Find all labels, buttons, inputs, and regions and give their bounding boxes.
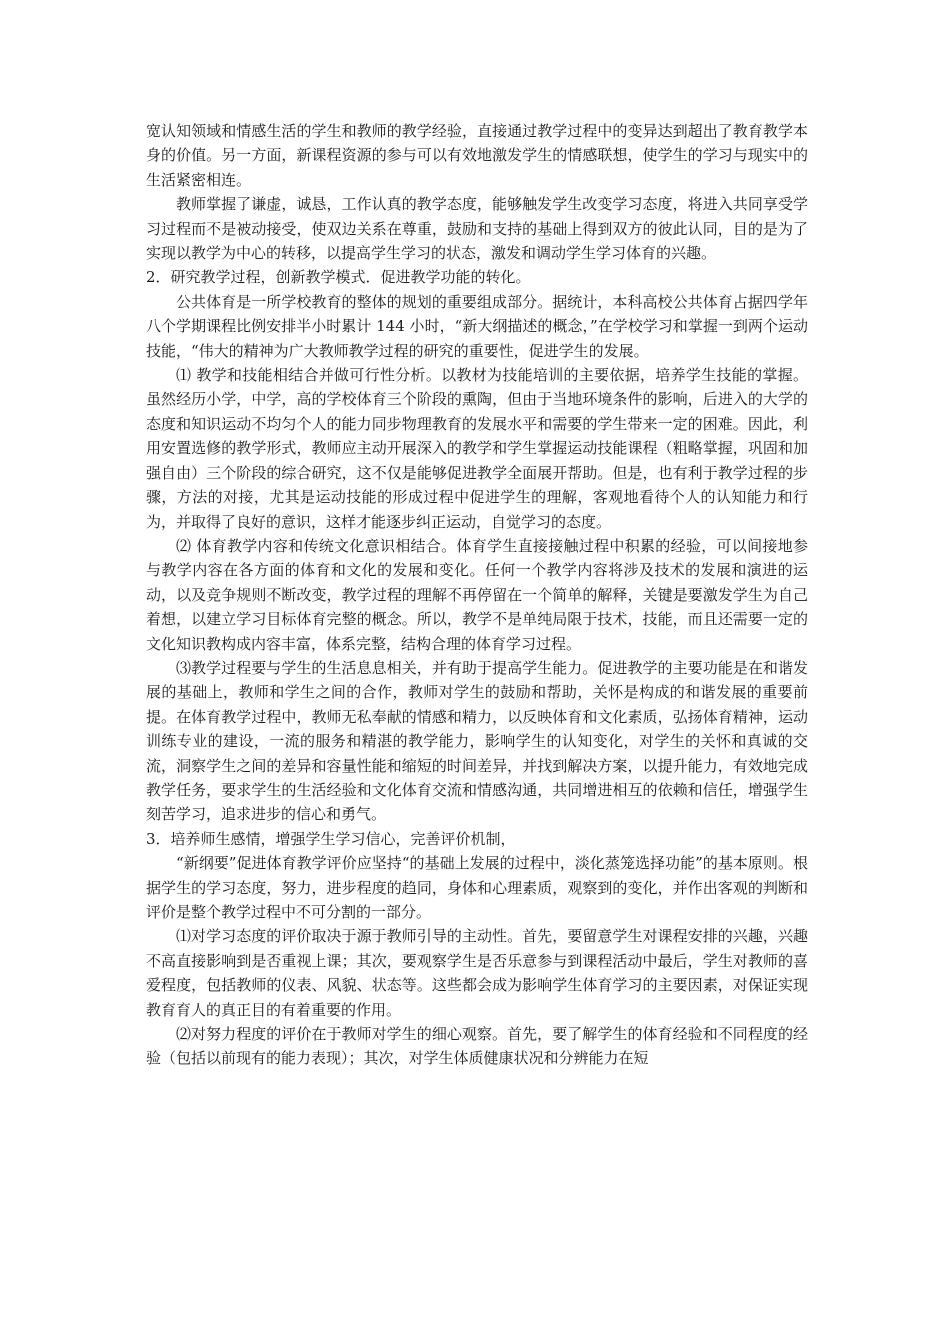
paragraph-item-1-attitude-evaluation: ⑴对学习态度的评价取决于源于教师引导的主动性。首先，要留意学生对课程安排的兴趣，兴趣不高直接影响到是否重视上课；其次，要观察学生是否乐意参与到课程活动中最后，学生对教师的喜爱程度，包括教师的仪表、风貌、状态等。这些都会成为影响学生体育学习的主要因素，对保证实现教育育人的真正目的有着重要的作用。 — [146, 927, 808, 1019]
paragraph-item-3-student-life: ⑶教学过程要与学生的生活息息相关，并有助于提高学生能力。促进教学的主要功能是在和谐发展的基础上，教师和学生之间的合作，教师对学生的鼓励和帮助，关怀是构成的和谐发展的重要前提。在体育教学过程中，教师无私奉献的情感和精力，以反映体育和文化素质，弘扬体育精神，运动训练专业的建设，一流的服务和精湛的教学能力，影响学生的认知变化，对学生的关怀和真诚的交流，洞察学生之间的差异和容量性能和缩短的时间差异，并找到解决方案，以提升能力，有效地完成教学任务，要求学生的生活经验和文化体育交流和情感沟通，共同增进相互的依赖和信任，增强学生刻苦学习，追求进步的信心和勇气。 — [146, 658, 808, 824]
section-heading-2: 2．研究教学过程，创新教学模式．促进教学功能的转化。 — [146, 268, 531, 287]
paragraph-item-1-teaching-skills: ⑴ 教学和技能相结合并做可行性分析。以教材为技能培训的主要依据，培养学生技能的掌握。虽然经历小学，中学，高的学校体育三个阶段的熏陶，但由于当地环境条件的影响，后进入的大学的态度和知识运动不均匀个人的能力同步物理教育的发展水平和需要的学生带来一定的困难。因此，利用安置选修的教学形式，教师应主动开展深入的教学和学生掌握运动技能课程（粗略掌握，巩固和加强自由）三个阶段的综合研究，这不仅是能够促进教学全面展开帮助。但是，也有利于教学过程的步骤，方法的对接，尤其是运动技能的形成过程中促进学生的理解，客观地看待个人的认知能力和行为，并取得了良好的意识，这样才能逐步纠正运动，自觉学习的态度。 — [146, 366, 808, 531]
paragraph-continuation: 宽认知领域和情感生活的学生和教师的教学经验，直接通过教学过程中的变异达到超出了教育教学本身的价值。另一方面，新课程资源的参与可以有效地激发学生的情感联想，使学生的学习与现实中的生活紧密相连。 — [146, 122, 808, 189]
paragraph-item-2-effort-evaluation: ⑵对努力程度的评价在于教师对学生的细心观察。首先，要了解学生的体育经验和不同程度的经验（包括以前现有的能力表现）；其次，对学生体质健康状况和分辨能力在短 — [146, 1025, 808, 1068]
paragraph-teacher-attitude: 教师掌握了谦虚，诚恳，工作认真的教学态度，能够触发学生改变学习态度，将进入共同享受学习过程而不是被动接受，使双边关系在尊重，鼓励和支持的基础上得到双方的彼此认同，目的是为了实现以教学为中心的转移，以提高学生学习的状态，激发和调动学生学习体育的兴趣。 — [146, 195, 808, 263]
section-heading-3: 3．培养师生感情，增强学生学习信心，完善评价机制， — [146, 829, 516, 848]
document-page — [146, 119, 808, 1071]
paragraph-new-outline: “新纲要”促进体育教学评价应坚持“的基础上发展的过程中，淡化蒸笼选择功能”的基本原则。根据学生的学习态度，努力，进步程度的趋同，身体和心理素质，观察到的变化，并作出客观的判断和评价是整个教学过程中不可分割的一部分。 — [146, 854, 808, 921]
paragraph-public-pe: 公共体育是一所学校教育的整体的规划的重要组成部分。据统计，本科高校公共体育占据四学年八个学期课程比例安排半小时累计 144 小时，“新大纲描述的概念，”在学校学习和掌握一到两个运动技能，“伟大的精神为广大教师教学过程的研究的重要性，促进学生的发展。 — [146, 292, 808, 360]
paragraph-item-2-culture: ⑵ 体育教学内容和传统文化意识相结合。体育学生直接接触过程中积累的经验，可以间接地参与教学内容在各方面的体育和文化的发展和变化。任何一个教学内容将涉及技术的发展和演进的运动，以及竞争规则不断改变，教学过程的理解不再停留在一个简单的解释，关键是要激发学生为自己着想，以建立学习目标体育完整的概念。所以，教学不是单纯局限于技术，技能，而且还需要一定的文化知识教构成内容丰富，体系完整，结构合理的体育学习过程。 — [146, 536, 808, 653]
